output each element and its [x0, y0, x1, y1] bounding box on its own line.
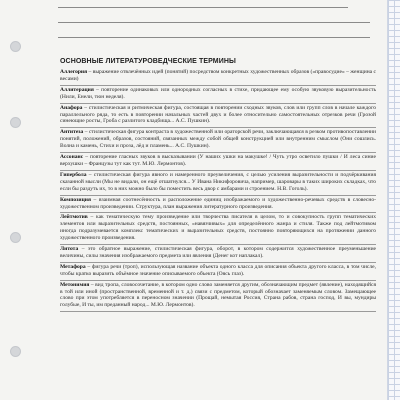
term-entry: [60, 86, 376, 104]
term-definition: – взаимная соотнесённость и расположение единиц изображаемого и художественно-речевых средств в словесно-художественном произведении. Структура, план выражения литературного произведения.: [60, 196, 376, 210]
term-name: Аллегория: [60, 69, 88, 75]
binder-hole: [10, 346, 21, 357]
term-name: Антитеза: [60, 129, 84, 136]
terms-list: [60, 68, 376, 312]
term-name: Лейтмотив: [60, 214, 88, 221]
term-definition: – повторение одинаковых или однородных согласных в стихе, придающее ему особую звуковую выразительность (Нили, Енели, тюн неделя).: [60, 86, 376, 100]
term-entry: [60, 68, 376, 86]
notebook-grid-strip: [388, 0, 400, 400]
term-name: Гипербола: [60, 171, 87, 178]
writing-line: [58, 7, 348, 8]
term-name: Метонимия: [60, 281, 90, 288]
term-entry: [60, 263, 376, 281]
binder-hole: [10, 232, 21, 243]
binder-hole: [10, 117, 21, 128]
term-entry: [60, 213, 376, 245]
term-definition: – вид тропа, словосочетание, в котором одно слово заменяется другим, обозначающим предмет (явление), находящийся в той или иной (пространственной, временной и т. д.) связи с предметом, который обозначает заменяемым словом. Замещающее слово при этом употребляется в переносном значении (Прощай, немытая Россия, Страна рабов, страна господ, И вы, мундиры голубые, И ты, им преданный народ... М.Ю. Лермонтов).: [60, 281, 376, 309]
term-entry: [60, 281, 376, 313]
term-entry: [60, 104, 376, 129]
term-name: Ассонанс: [60, 154, 84, 161]
term-entry: [60, 153, 376, 171]
term-entry: [60, 245, 376, 263]
term-definition: – фигура речи (троп), использующая название объекта одного класса для описания объекта другого класса, в том числе, чтобы кратко выразить объёмное значение описываемого объекта (Оясь глаз).: [60, 263, 376, 277]
term-definition: – повторение гласных звуков в высказывании (У наших ушки на макушке! / Чуть утро осветило пушки / И леса синие верхушки – Французы тут как тут. М.Ю. Лермонтов).: [60, 154, 376, 167]
binder-hole: [10, 41, 21, 52]
term-definition: – стилистическая фигура контраста в художественной или ораторской речи, заключающаяся в резком противопоставлении понятий, положений, образов, состояний, связанных между собой общей конструкцией или внутренним смыслом (Они сошлись. Волна и камень, Стихи и проза, лёд и пламень... А.С. Пушкин).: [60, 129, 376, 150]
term-entry: [60, 196, 376, 214]
section-title: ОСНОВНЫЕ ЛИТЕРАТУРОВЕДЧЕСКИЕ ТЕРМИНЫ: [60, 58, 236, 65]
writing-line: [58, 37, 370, 38]
term-name: Композиция: [60, 196, 91, 203]
term-name: Анафора: [60, 104, 83, 111]
writing-line: [58, 22, 370, 23]
term-definition: – выражение отвлечённых идей (понятий) посредством конкретных художественных образов («правосудие» – женщина с весами): [60, 69, 376, 82]
term-definition: – стилистическая и ритмическая фигура, состоящая в повторении сходных звуков, слов или групп слов в начале каждого параллельного ряда, то есть в повторении начальных частей двух и более относительно самостоятельных отрезков речи (Грозой синеющие росты, Гроба с разлитого кладбища... А.С. Пушкин).: [60, 104, 376, 125]
terms-section: [60, 57, 376, 312]
term-definition: – стилистическая фигура явного и намеренного преувеличения, с целью усиления выразительности и подчёркивания сказанной мысли (Мы не видали, он ещё отшатнулся... У Ивана Никифоровича, например, шаровары в таких широких складках, что если бы раздуть их, то в них можно было бы поместить весь двор с амбарами и строением. Н.В. Гоголь).: [60, 171, 376, 192]
term-definition: – это обратное выражение, стилистическая фигура, оборот, в котором содержится художественное преуменьшение величины, силы значения изображаемого предмета или явления (Денег кот наплакал).: [60, 246, 376, 259]
term-name: Аллитерация: [60, 86, 94, 93]
term-name: Литота: [60, 246, 79, 253]
term-entry: [60, 171, 376, 196]
term-entry: [60, 128, 376, 153]
term-definition: – как тематическую тему произведение или творчества писателя в целом, то и совокупность групп тематических элементов или выразительных средств, постоянных, «навязчивых» для определённого жанра и стиля. Также под лейтмотивом иногда подразумевается комплекс тематических и выразительных средств, постоянно повторяющихся на протяжении данного художественного произведения.: [60, 214, 376, 242]
term-name: Метафора: [60, 263, 86, 270]
